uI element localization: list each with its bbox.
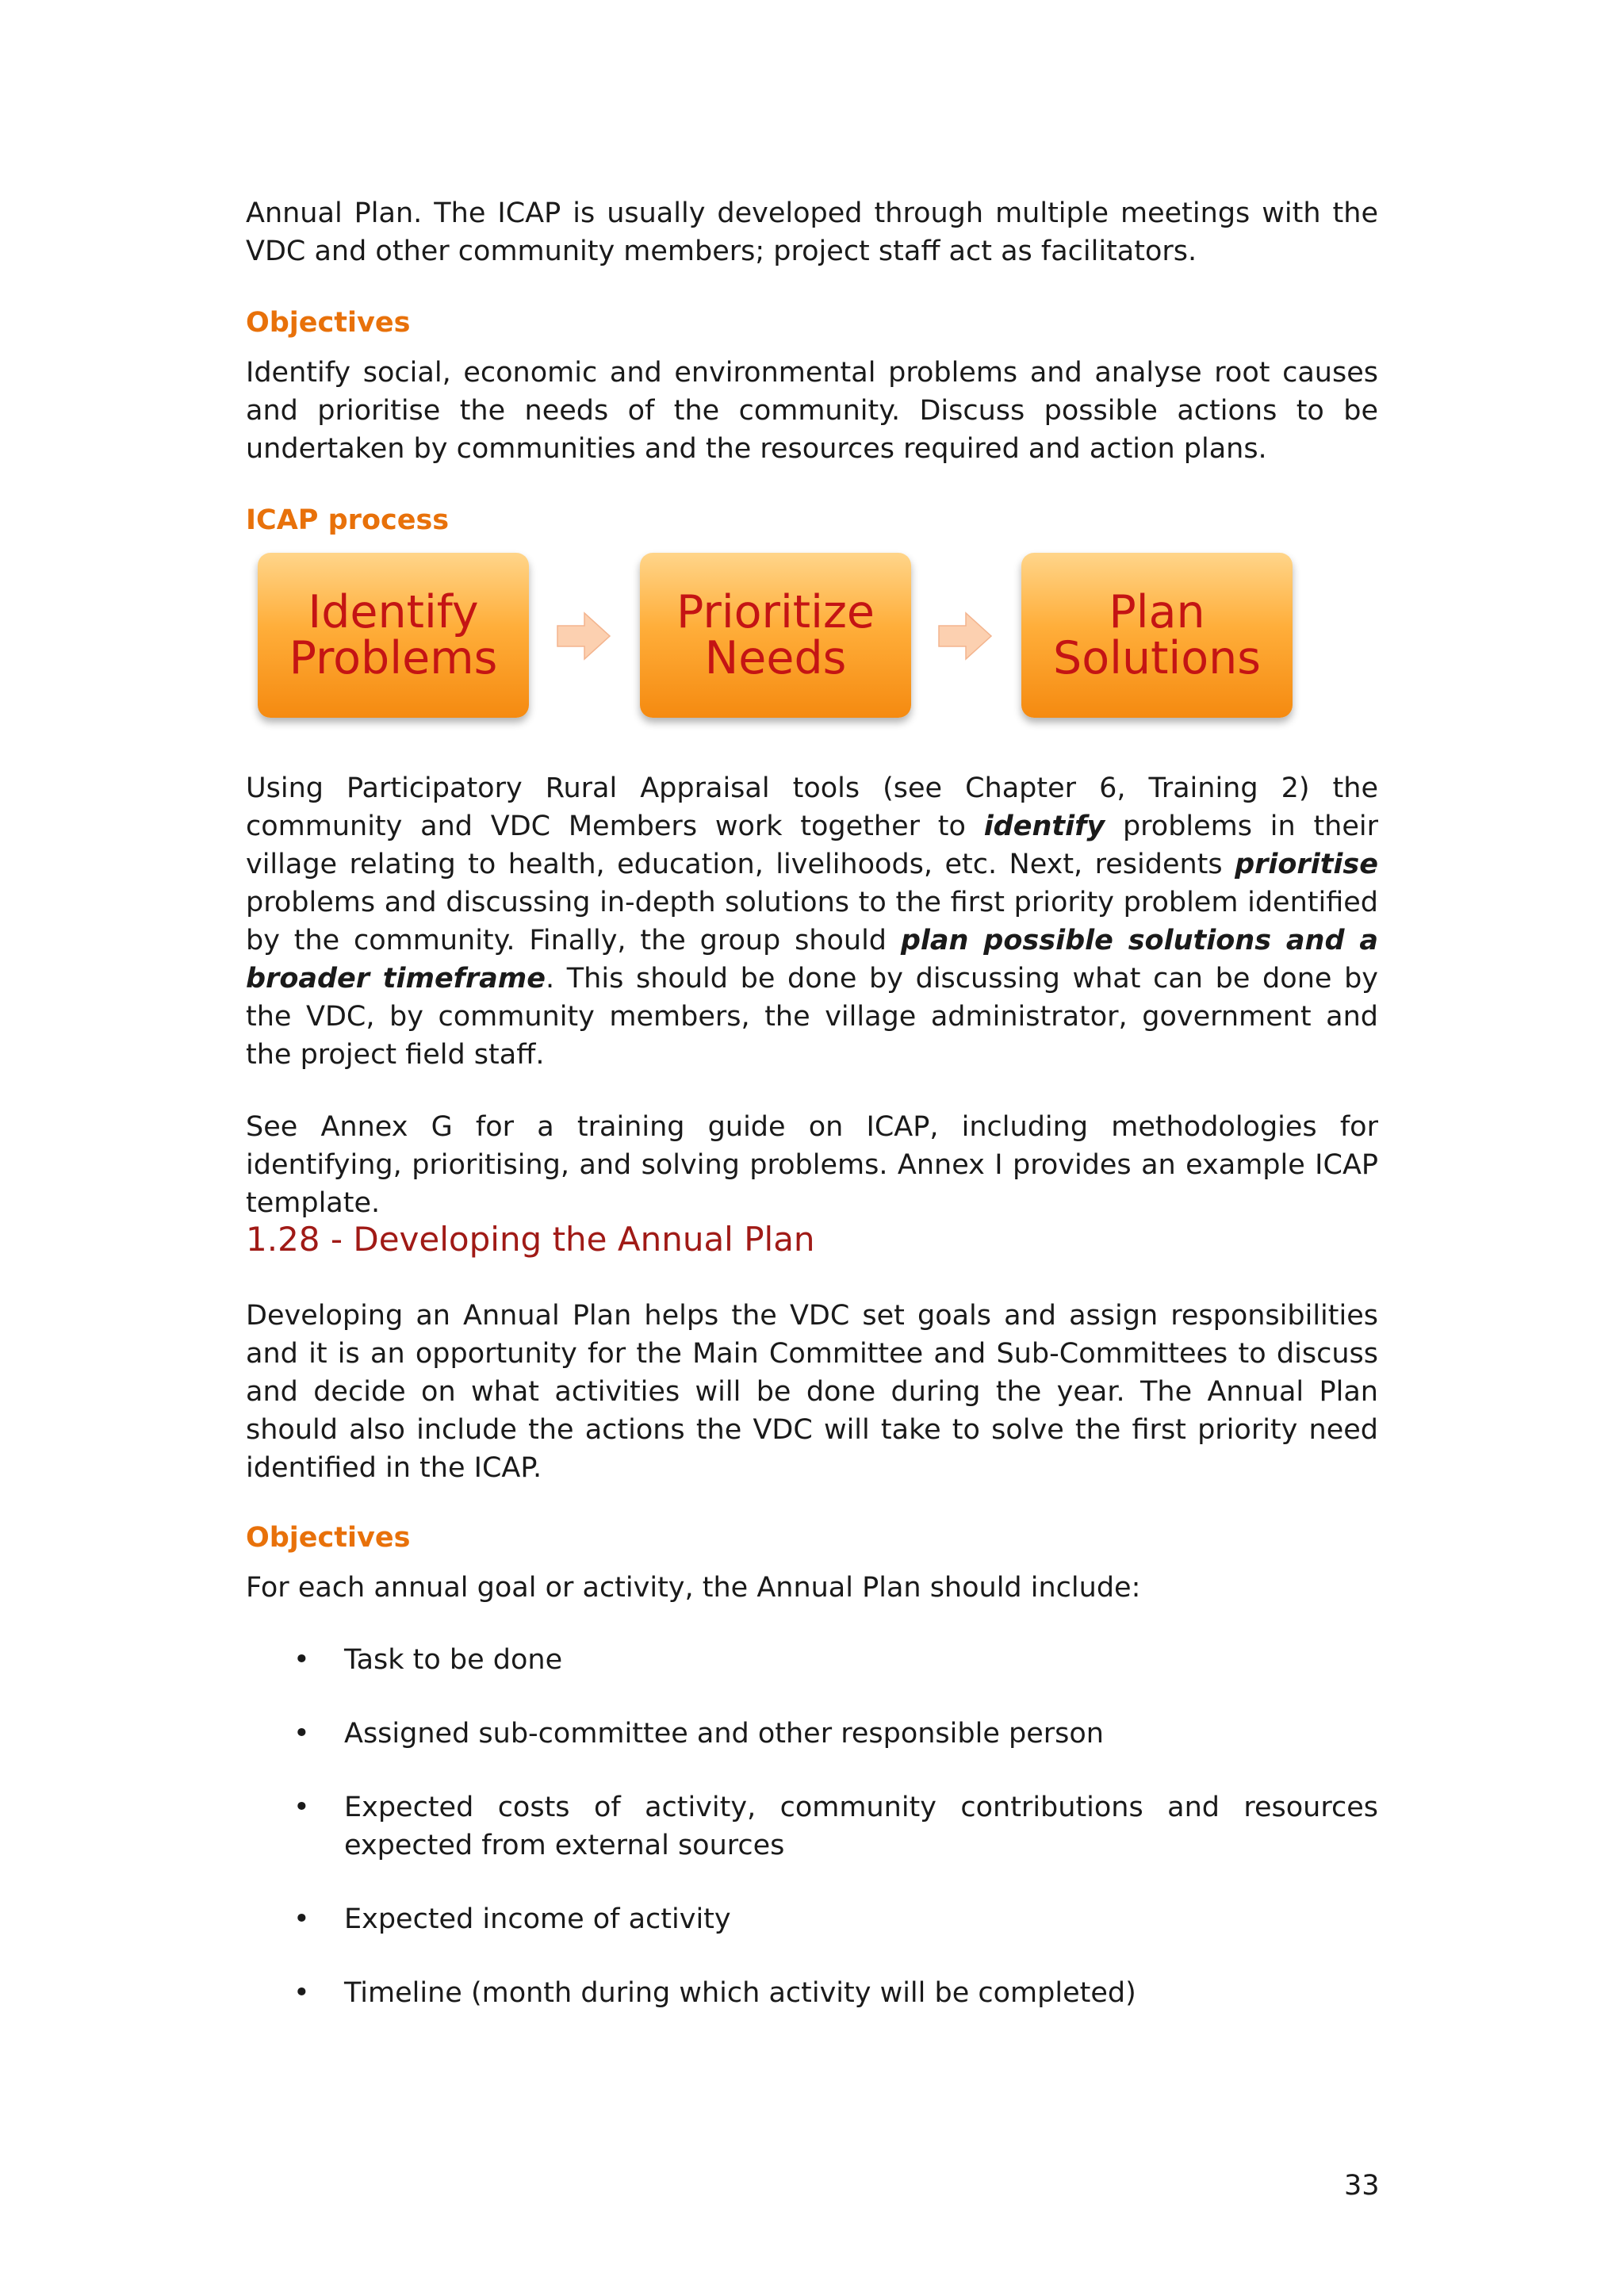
list-item xyxy=(246,1788,1378,1865)
pra-paragraph xyxy=(246,769,1378,1074)
bullet-text: Expected costs of activity, community contributions and resources expected from external sources xyxy=(344,1792,1378,1861)
annual-plan-paragraph: Developing an Annual Plan helps the VDC set goals and assign responsibilities and it is an opportunity for the Main Committee and Sub-Committees to discuss and decide on what activities will be done during the year. The Annual Plan should also include the actions the VDC will take to solve the first priority need identified in the ICAP. xyxy=(246,1300,1378,1484)
bullet-text: Timeline (month during which activity will be completed) xyxy=(344,1977,1136,2009)
bullet-dot: • xyxy=(293,1977,310,2009)
bullet-text: Assigned sub-committee and other responsible person xyxy=(344,1718,1104,1750)
step-prioritize-needs xyxy=(640,553,911,718)
bullet-dot: • xyxy=(293,1644,310,1676)
pra-emphasis-plan: plan possible solutions and a broader timeframe xyxy=(246,925,1378,995)
bullet-dot: • xyxy=(293,1903,310,1935)
annex-paragraph: See Annex G for a training guide on ICAP, including methodologies for identifying, prioritising, and solving problems. Annex I provides an example ICAP template. xyxy=(246,1111,1378,1219)
bullet-text: Task to be done xyxy=(344,1644,563,1676)
page-number: 33 xyxy=(1344,2170,1380,2202)
pra-emphasis-prioritise: prioritise xyxy=(1235,849,1378,880)
arrow-right-icon xyxy=(937,608,993,664)
section-title: 1.28 - Developing the Annual Plan xyxy=(246,1220,815,1259)
step-line-2: Solutions xyxy=(1053,632,1261,684)
bullet-text: Expected income of activity xyxy=(344,1903,731,1935)
step-line-2: Problems xyxy=(289,632,498,684)
step-plan-solutions xyxy=(1021,553,1293,718)
bullet-dot: • xyxy=(293,1792,310,1823)
step-line-1: Plan xyxy=(1109,586,1205,638)
list-item xyxy=(246,1641,1378,1679)
icap-process-diagram xyxy=(258,553,1320,727)
arrow-right-icon xyxy=(556,608,611,664)
intro-paragraph: Annual Plan. The ICAP is usually developed through multiple meetings with the VDC and other community members; project staff act as facilitators. xyxy=(246,197,1378,267)
objectives-text-1: Identify social, economic and environmental problems and analyse root causes and prioritise the needs of the community. Discuss possible actions to be undertaken by communities and the resources required and action plans. xyxy=(246,357,1378,465)
step-identify-problems xyxy=(258,553,529,718)
objectives-intro-2: For each annual goal or activity, the Annual Plan should include: xyxy=(246,1572,1141,1604)
bullet-dot: • xyxy=(293,1718,310,1750)
list-item xyxy=(246,1715,1378,1753)
step-line-1: Identify xyxy=(308,586,479,638)
list-item xyxy=(246,1900,1378,1938)
pra-text-4: . This should be done by discussing what can be done by the VDC, by community members, the village administrator, government and the project field staff. xyxy=(246,963,1378,1071)
pra-text-1: Using Participatory Rural Appraisal tools (see Chapter 6, Training 2) the community and VDC Members work together to xyxy=(246,772,1378,842)
pra-text-2: problems in their village relating to health, education, livelihoods, etc. Next, residents xyxy=(246,811,1378,880)
step-line-2: Needs xyxy=(704,632,847,684)
step-line-1: Prioritize xyxy=(676,586,875,638)
pra-emphasis-identify: identify xyxy=(983,811,1105,842)
icap-process-heading: ICAP process xyxy=(246,504,450,536)
objectives-heading-1: Objectives xyxy=(246,307,411,339)
pra-text-3: problems and discussing in-depth solutions to the first priority problem identified by the community. Finally, the group should xyxy=(246,887,1378,956)
list-item xyxy=(246,1974,1378,2012)
objectives-heading-2: Objectives xyxy=(246,1522,411,1554)
